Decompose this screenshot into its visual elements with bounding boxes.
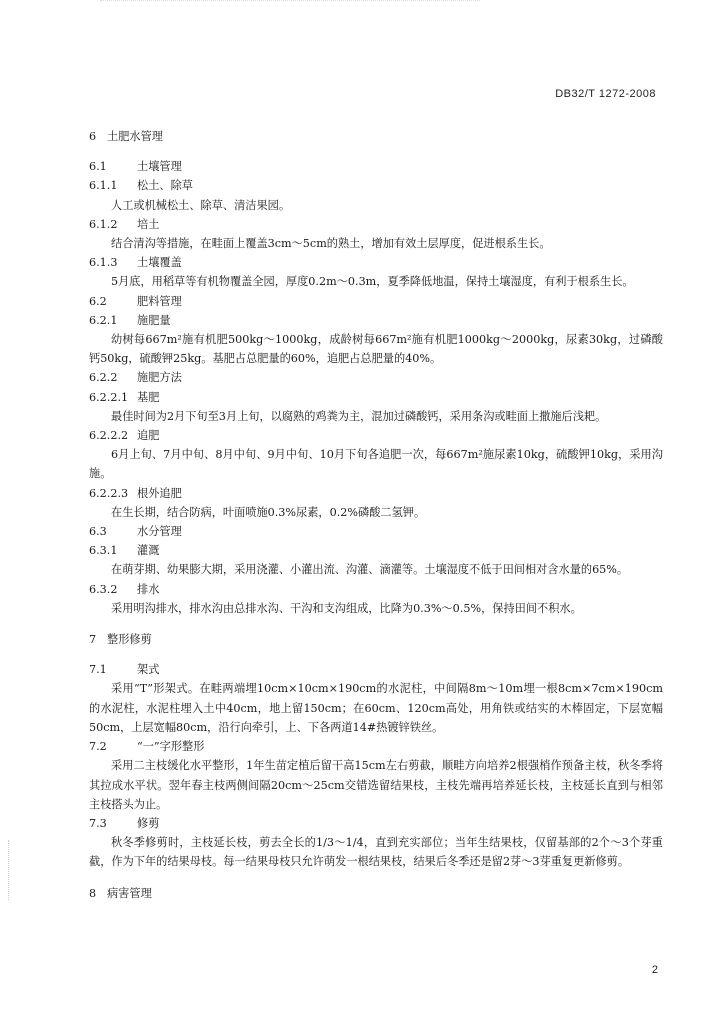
section-title: 病害管理: [107, 886, 152, 900]
paragraph: 5月底，用稻草等有机物覆盖全园，厚度0.2m～0.3m，夏季降低地温，保持土壤湿度，有利于根系生长。: [111, 275, 634, 289]
paragraph: 在萌芽期、幼果膨大期，采用浇灌、小灌出流、沟灌、滴灌等。土壤湿度不低于田间相对含水量的65%。: [111, 563, 629, 577]
section-title: 土壤覆盖: [137, 256, 182, 270]
paragraph: 秋冬季修剪时，主枝延长枝，剪去全长的1/3～1/4，直到充实部位；当年生结果枝，仅留基部的2个～3个芽重截，作为下年的结果母枝。每一结果母枝只允许萌发一根结果枝，结果后冬季还是留2芽～3芽重复更新修剪。: [89, 836, 663, 869]
subsection-heading: [89, 157, 663, 176]
paragraph: 6月上旬、7月中旬、8月中旬、9月中旬、10月下旬各追肥一次，每667m²施尿素10kg，硫酸钾10kg，采用沟施。: [89, 448, 663, 481]
section-number: 7.2: [89, 740, 107, 754]
subsection-heading: [89, 426, 663, 445]
section-number: 6.2.2.2: [89, 429, 129, 443]
section-title: 根外追肥: [137, 486, 182, 500]
paragraph: 在生长期，结合防病，叶面喷施0.3%尿素，0.2%磷酸二氢钾。: [111, 505, 426, 519]
section-title: 施肥方法: [137, 371, 182, 385]
section-title: 土肥水管理: [107, 130, 163, 143]
section-title: 培土: [137, 217, 160, 231]
section-number: 6.3: [89, 525, 107, 539]
subsection-heading: [89, 368, 663, 387]
section-heading: [89, 630, 663, 649]
section-title: 基肥: [137, 390, 160, 404]
subsection-heading: [89, 580, 663, 599]
paragraph: 最佳时间为2月下旬至3月上旬，以腐熟的鸡粪为主，混加过磷酸钙，采用条沟或畦面上撒施后浅耙。: [111, 409, 607, 423]
scan-artifact: [100, 0, 480, 7]
section-number: 7.1: [89, 663, 107, 677]
section-number: 7: [89, 633, 97, 647]
section-title: 施肥量: [137, 313, 171, 327]
section-title: 土壤管理: [137, 160, 182, 174]
paragraph: 结合清沟等措施，在畦面上覆盖3cm～5cm的熟土，增加有效土层厚度，促进根系生长。: [111, 237, 551, 251]
section-title: 排水: [137, 582, 160, 596]
page-number: 2: [651, 964, 658, 976]
standard-number: DB32/T 1272-2008: [555, 88, 656, 100]
section-title: 肥料管理: [137, 294, 182, 308]
section-number: 6.2.2.1: [89, 390, 129, 404]
section-title: 追肥: [137, 429, 160, 443]
section-number: 6.1.3: [89, 256, 118, 270]
paragraph: 幼树每667m²施有机肥500kg～1000kg，成龄树每667m²施有机肥1000kg～2000kg，尿素30kg，过磷酸钙50kg，硫酸钾25kg。基肥占总肥量的60%，追肥占总肥量的40%。: [89, 333, 663, 366]
subsection-heading: [89, 311, 663, 330]
section-number: 6: [89, 130, 97, 143]
section-number: 6.2.2.3: [89, 486, 129, 500]
paragraph: 采用明沟排水，排水沟由总排水沟、干沟和支沟组成，比降为0.3%～0.5%，保持田间不积水。: [111, 601, 582, 615]
section-number: 7.3: [89, 816, 107, 830]
section-number: 6.1.2: [89, 217, 118, 231]
section-title: 水分管理: [137, 525, 182, 539]
subsection-heading: [89, 737, 663, 756]
section-title: 灌溉: [137, 544, 160, 558]
section-number: 6.2: [89, 294, 107, 308]
section-title: “一”字形整形: [137, 740, 205, 754]
section-title: 整形修剪: [107, 633, 152, 647]
paragraph: 采用“T”形架式。在畦两端埋10cm×10cm×190cm的水泥柱，中间隔8m～10m埋一根8cm×7cm×190cm的水泥柱，水泥柱埋入土中40cm，地上留150cm；在60cm、120cm高处，用角铁或结实的木棒固定，下层宽幅50cm，上层宽幅80cm，沿行向牵引，上、下各两道14#热镀锌铁丝。: [89, 682, 663, 734]
section-title: 架式: [137, 663, 160, 677]
subsection-heading: [89, 660, 663, 679]
subsection-heading: [89, 541, 663, 560]
section-number: 6.3.1: [89, 544, 118, 558]
paragraph: 人工或机械松土、除草、清洁果园。: [111, 198, 291, 212]
subsection-heading: [89, 484, 663, 503]
section-heading: [89, 127, 663, 146]
section-number: 6.1: [89, 160, 107, 174]
section-title: 修剪: [137, 816, 160, 830]
subsection-heading: [89, 292, 663, 311]
section-number: 8: [89, 886, 97, 900]
section-title: 松土、除草: [137, 179, 193, 193]
subsection-heading: [89, 253, 663, 272]
section-number: 6.2.1: [89, 313, 118, 327]
subsection-heading: [89, 215, 663, 234]
section-number: 6.2.2: [89, 371, 118, 385]
section-number: 6.1.1: [89, 179, 118, 193]
document-body: [89, 124, 663, 914]
section-number: 6.3.2: [89, 582, 118, 596]
subsection-heading: [89, 388, 663, 407]
paragraph: 采用二主枝缓化水平整形，1年生苗定植后留干高15cm左右剪截，顺畦方向培养2根强梢作预备主枝，秋冬季将其拉成水平状。翌年春主枝两侧间隔20cm～25cm交错选留结果枝，主枝先端再培养延长枝，主枝延长直到与相邻主枝搭头为止。: [89, 759, 663, 811]
section-heading: [89, 884, 663, 903]
subsection-heading: [89, 176, 663, 195]
subsection-heading: [89, 522, 663, 541]
scan-artifact: [8, 840, 11, 900]
subsection-heading: [89, 814, 663, 833]
